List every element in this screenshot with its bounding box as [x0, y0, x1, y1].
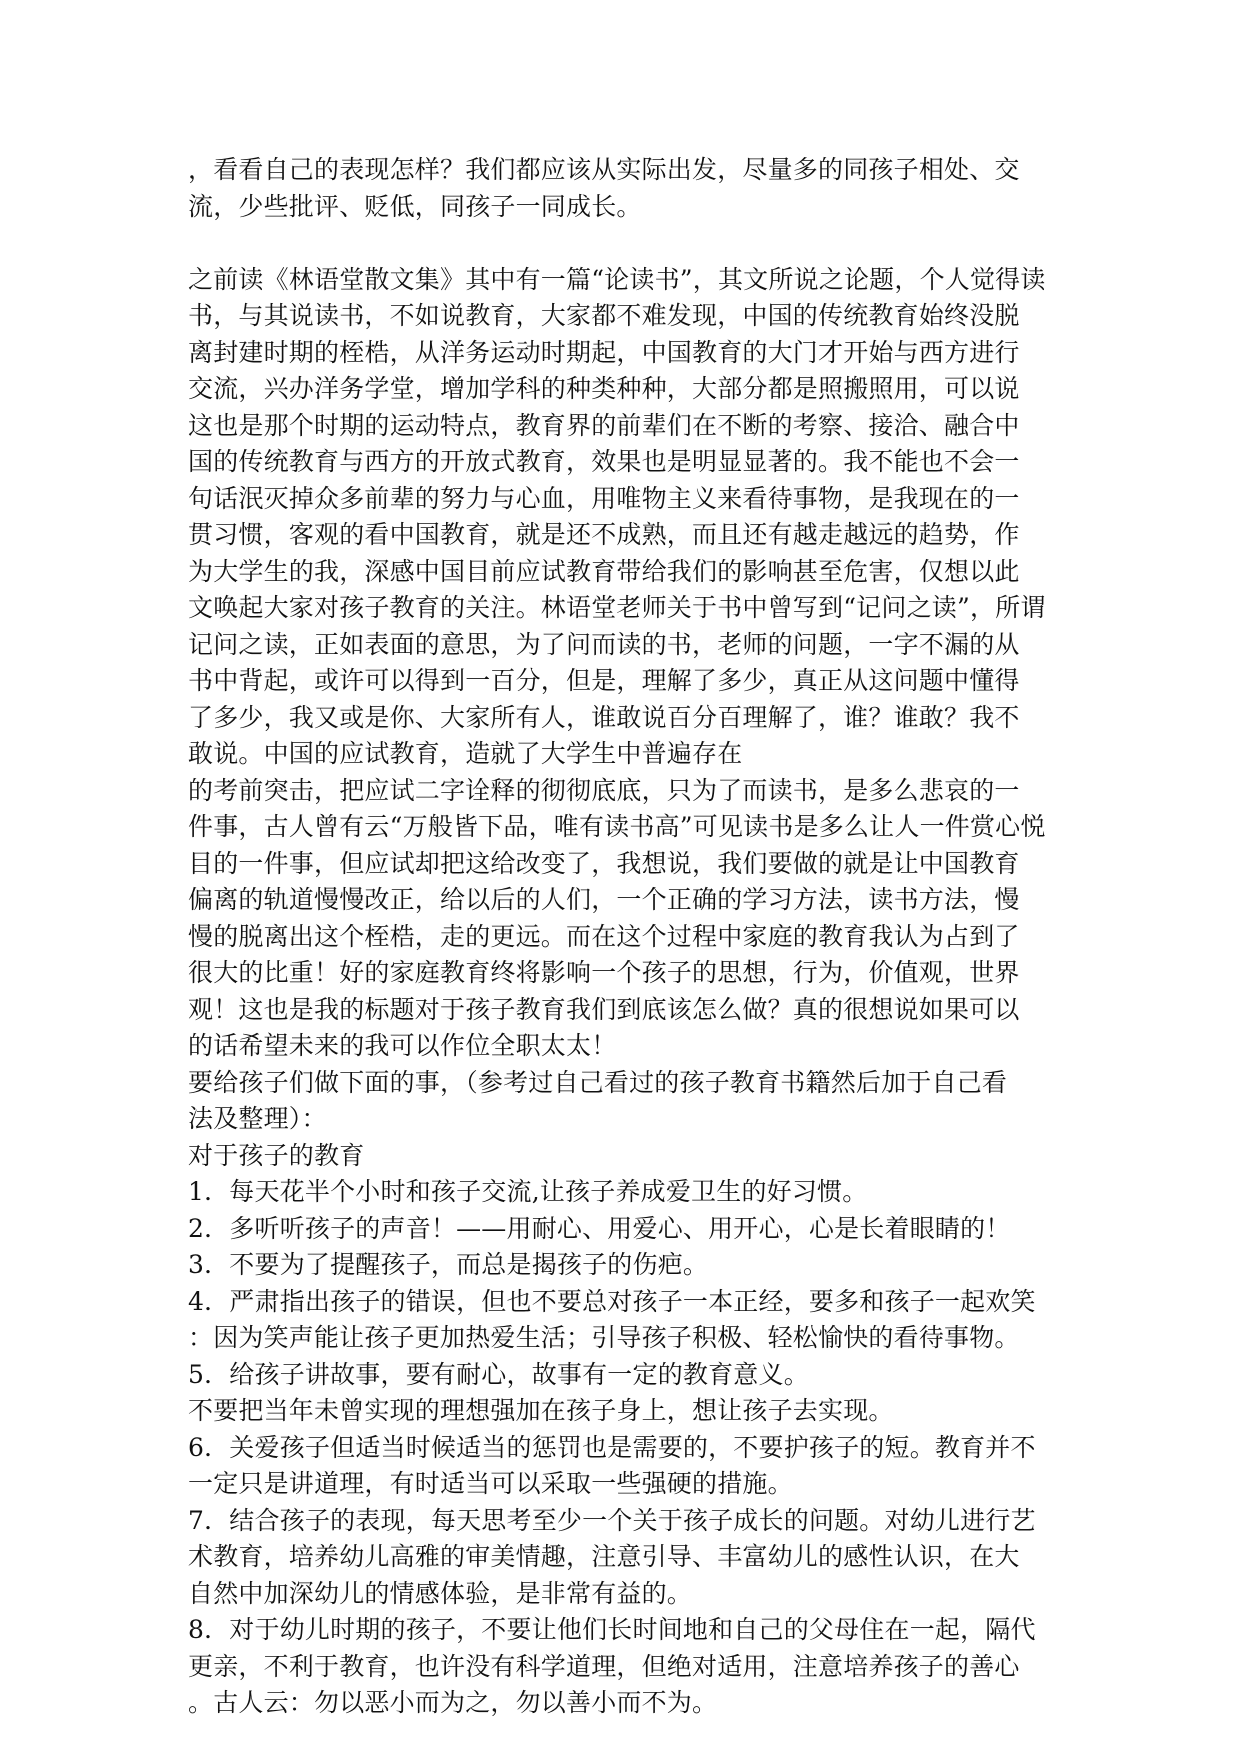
text-line	[188, 1722, 1058, 1758]
text-line: 了多少，我又或是你、大家所有人，谁敢说百分百理解了，谁？谁敢？我不	[188, 700, 1058, 737]
text-line: 之前读《林语堂散文集》其中有一篇“论读书”，其文所说之论题，个人觉得读	[188, 262, 1058, 299]
document-body	[188, 152, 1058, 1758]
text-line: 离封建时期的桎梏，从洋务运动时期起，中国教育的大门才开始与西方进行	[188, 335, 1058, 372]
text-line: 文唤起大家对孩子教育的关注。林语堂老师关于书中曾写到“记问之读”，所谓	[188, 590, 1058, 627]
text-line: 7．结合孩子的表现，每天思考至少一个关于孩子成长的问题。对幼儿进行艺	[188, 1503, 1058, 1540]
paragraph-gap	[188, 225, 1058, 262]
list-item: 更亲，不利于教育，也许没有科学道理，但绝对适用，注意培养孩子的善心	[188, 1649, 1058, 1686]
text-line: 。古人云：勿以恶小而为之，勿以善小而不为。	[188, 1685, 1058, 1722]
text-line: 8．对于幼儿时期的孩子，不要让他们长时间地和自己的父母住在一起，隔代	[188, 1612, 1058, 1649]
text-line: 为大学生的我，深感中国目前应试教育带给我们的影响甚至危害，仅想以此	[188, 554, 1058, 591]
text-line: 敢说。中国的应试教育，造就了大学生中普遍存在	[188, 736, 1058, 773]
section-heading: 1．每天花半个小时和孩子交流,让孩子养成爱卫生的好习惯。	[188, 1174, 1058, 1211]
text-line: 的话希望未来的我可以作位全职太太！	[188, 1028, 1058, 1065]
list-item: 术教育，培养幼儿高雅的审美情趣，注意引导、丰富幼儿的感性认识，在大	[188, 1539, 1058, 1576]
text-line: 国的传统教育与西方的开放式教育，效果也是明显显著的。我不能也不会一	[188, 444, 1058, 481]
text-line: 很大的比重！好的家庭教育终将影响一个孩子的思想，行为，价值观，世界	[188, 955, 1058, 992]
text-line: 5．给孩子讲故事，要有耐心，故事有一定的教育意义。	[188, 1357, 1058, 1394]
text-line: 目的一件事，但应试却把这给改变了，我想说，我们要做的就是让中国教育	[188, 846, 1058, 883]
list-item: 不要把当年未曾实现的理想强加在孩子身上，想让孩子去实现。	[188, 1393, 1058, 1430]
text-line: 这也是那个时期的运动特点，教育界的前辈们在不断的考察、接洽、融合中	[188, 408, 1058, 445]
text-line: 记问之读，正如表面的意思，为了问而读的书，老师的问题，一字不漏的从	[188, 627, 1058, 664]
text-line: 对于孩子的教育	[188, 1138, 1058, 1175]
list-item: 一定只是讲道理，有时适当可以采取一些强硬的措施。	[188, 1466, 1058, 1503]
text-line: ，看看自己的表现怎样？我们都应该从实际出发，尽量多的同孩子相处、交	[188, 152, 1058, 189]
text-line: 观！这也是我的标题对于孩子教育我们到底该怎么做？真的很想说如果可以	[188, 992, 1058, 1029]
list-item: ：因为笑声能让孩子更加热爱生活；引导孩子积极、轻松愉快的看待事物。	[188, 1320, 1058, 1357]
text-line: 流，少些批评、贬低，同孩子一同成长。	[188, 189, 1058, 226]
text-line: 贯习惯，客观的看中国教育，就是还不成熟，而且还有越走越远的趋势，作	[188, 517, 1058, 554]
text-line: 6．关爱孩子但适当时候适当的惩罚也是需要的，不要护孩子的短。教育并不	[188, 1430, 1058, 1467]
text-line: 书中背起，或许可以得到一百分，但是，理解了多少，真正从这问题中懂得	[188, 663, 1058, 700]
text-line: 要给孩子们做下面的事，（参考过自己看过的孩子教育书籍然后加于自己看	[188, 1065, 1058, 1102]
list-item: 4．严肃指出孩子的错误，但也不要总对孩子一本正经，要多和孩子一起欢笑	[188, 1284, 1058, 1321]
list-item: 2．多听听孩子的声音！——用耐心、用爱心、用开心，心是长着眼睛的！	[188, 1211, 1058, 1248]
text-line: 偏离的轨道慢慢改正，给以后的人们，一个正确的学习方法，读书方法，慢	[188, 882, 1058, 919]
text-line: 自然中加深幼儿的情感体验，是非常有益的。	[188, 1576, 1058, 1613]
list-item: 3．不要为了提醒孩子，而总是揭孩子的伤疤。	[188, 1247, 1058, 1284]
text-line: 的考前突击，把应试二字诠释的彻彻底底，只为了而读书，是多么悲哀的一	[188, 773, 1058, 810]
text-line: 慢的脱离出这个桎梏，走的更远。而在这个过程中家庭的教育我认为占到了	[188, 919, 1058, 956]
text-line: 书，与其说读书，不如说教育，大家都不难发现，中国的传统教育始终没脱	[188, 298, 1058, 335]
text-line: 法及整理）：	[188, 1101, 1058, 1138]
text-line: 交流，兴办洋务学堂，增加学科的种类种种，大部分都是照搬照用，可以说	[188, 371, 1058, 408]
text-line: 句话泯灭掉众多前辈的努力与心血，用唯物主义来看待事物，是我现在的一	[188, 481, 1058, 518]
text-line: 件事，古人曾有云“万般皆下品，唯有读书高”可见读书是多么让人一件赏心悦	[188, 809, 1058, 846]
